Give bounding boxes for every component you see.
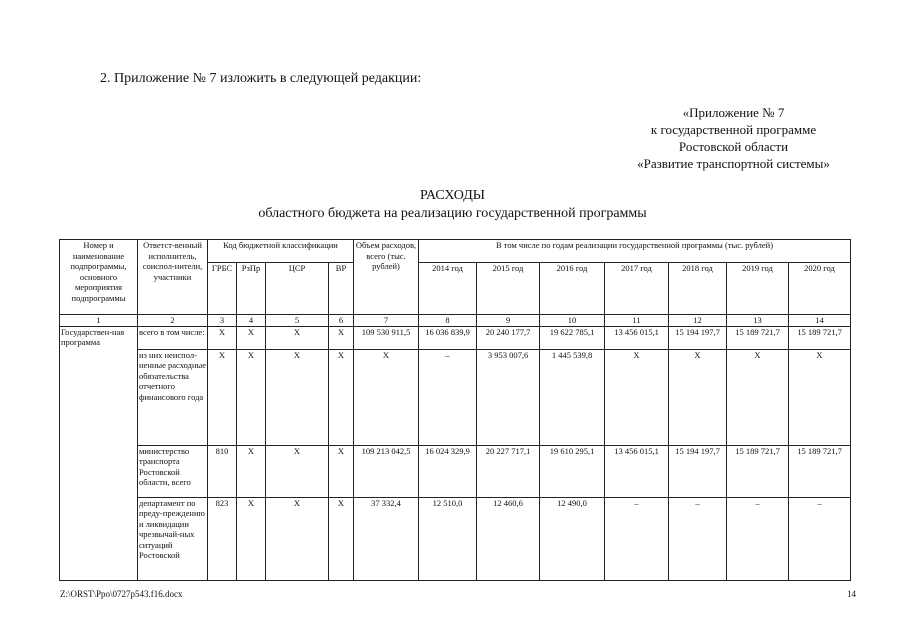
header-year-2019: 2019 год [727,263,789,315]
year-value-cell: 15 189 721,7 [727,445,789,497]
grbs-cell: 810 [208,445,237,497]
year-value-cell: – [789,497,851,580]
header-year-2015: 2015 год [477,263,540,315]
col-number: 4 [237,315,266,327]
year-value-cell: 15 194 197,7 [669,326,727,349]
col-number: 8 [419,315,477,327]
year-value-cell: 13 456 015,1 [605,445,669,497]
table-header-row-1 [60,240,851,263]
appendix-line-2: к государственной программе [650,122,817,137]
document-title: РАСХОДЫ [420,188,485,203]
year-value-cell: 1 445 539,8 [540,349,605,445]
rzpr-cell: X [237,445,266,497]
grbs-cell: X [208,349,237,445]
header-executor: Ответст-венный исполнитель, соиспол-нители, участники [138,240,208,315]
col-number: 1 [60,315,138,327]
year-value-cell: 15 189 721,7 [789,445,851,497]
header-year-2016: 2016 год [540,263,605,315]
header-budget-code: Код бюджетной классификации [208,240,354,263]
year-value-cell: – [727,497,789,580]
vr-cell: X [329,349,354,445]
appendix-line-4: «Развитие транспортной системы» [637,156,830,171]
year-value-cell: 12 510,0 [419,497,477,580]
intro-text: 2. Приложение № 7 изложить в следующей редакции: [100,71,422,86]
col-number: 6 [329,315,354,327]
appendix-heading [600,104,867,172]
total-cell: 37 332,4 [354,497,419,580]
year-value-cell: 15 194 197,7 [669,445,727,497]
year-value-cell: 12 490,0 [540,497,605,580]
header-year-2020: 2020 год [789,263,851,315]
header-vr: ВР [329,263,354,315]
page-number: 14 [847,589,856,599]
executor-cell: всего в том числе: [138,326,208,349]
year-value-cell: – [419,349,477,445]
year-value-cell: 20 227 717,1 [477,445,540,497]
col-number: 9 [477,315,540,327]
document-subtitle: областного бюджета на реализацию государственной программы [258,206,647,221]
grbs-cell: 823 [208,497,237,580]
col-number: 13 [727,315,789,327]
executor-cell: из них неиспол-ненные расходные обязательства отчетного финансового года [138,349,208,445]
col-number: 2 [138,315,208,327]
col-number: 5 [266,315,329,327]
program-name-cell: Государствен-ная программа [60,326,138,580]
header-program: Номер и наименование подпрограммы, основного мероприятия подпрограммы [60,240,138,315]
year-value-cell: – [669,497,727,580]
total-cell: 109 530 911,5 [354,326,419,349]
appendix-line-1: «Приложение № 7 [682,105,785,120]
header-rzpr: РзПр [237,263,266,315]
year-value-cell: 19 610 295,1 [540,445,605,497]
executor-cell: министерство транспорта Ростовской области, всего [138,445,208,497]
header-year-2014: 2014 год [419,263,477,315]
table-row [60,497,851,580]
year-value-cell: 15 189 721,7 [727,326,789,349]
header-grbs: ГРБС [208,263,237,315]
csr-cell: X [266,497,329,580]
table-row [60,326,851,349]
appendix-line-3: Ростовской области [678,139,789,154]
year-value-cell: 3 953 007,6 [477,349,540,445]
year-value-cell: 16 024 329,9 [419,445,477,497]
col-number: 7 [354,315,419,327]
rzpr-cell: X [237,497,266,580]
table-row [60,445,851,497]
year-value-cell: 15 189 721,7 [789,326,851,349]
col-number: 3 [208,315,237,327]
header-year-2018: 2018 год [669,263,727,315]
column-number-row [60,315,851,327]
col-number: 14 [789,315,851,327]
total-cell: X [354,349,419,445]
col-number: 10 [540,315,605,327]
header-volume: Объем расходов, всего (тыс. рублей) [354,240,419,315]
year-value-cell: 19 622 785,1 [540,326,605,349]
year-value-cell: 20 240 177,7 [477,326,540,349]
budget-table [59,239,851,581]
header-year-2017: 2017 год [605,263,669,315]
csr-cell: X [266,326,329,349]
grbs-cell: X [208,326,237,349]
year-value-cell: X [727,349,789,445]
vr-cell: X [329,445,354,497]
year-value-cell: 16 036 839,9 [419,326,477,349]
year-value-cell: X [789,349,851,445]
executor-cell: департамент по преду-преждению и ликвидации чрезвычай-ных ситуаций Ростовской [138,497,208,580]
col-number: 11 [605,315,669,327]
file-path: Z:\ORST\Ppo\0727p543.f16.docx [60,589,183,599]
header-by-years: В том числе по годам реализации государственной программы (тыс. рублей) [419,240,851,263]
year-value-cell: 12 460,6 [477,497,540,580]
vr-cell: X [329,497,354,580]
col-number: 12 [669,315,727,327]
total-cell: 109 213 042,5 [354,445,419,497]
rzpr-cell: X [237,326,266,349]
year-value-cell: 13 456 015,1 [605,326,669,349]
csr-cell: X [266,445,329,497]
year-value-cell: – [605,497,669,580]
vr-cell: X [329,326,354,349]
header-csr: ЦСР [266,263,329,315]
rzpr-cell: X [237,349,266,445]
table-row [60,349,851,445]
year-value-cell: X [605,349,669,445]
year-value-cell: X [669,349,727,445]
csr-cell: X [266,349,329,445]
